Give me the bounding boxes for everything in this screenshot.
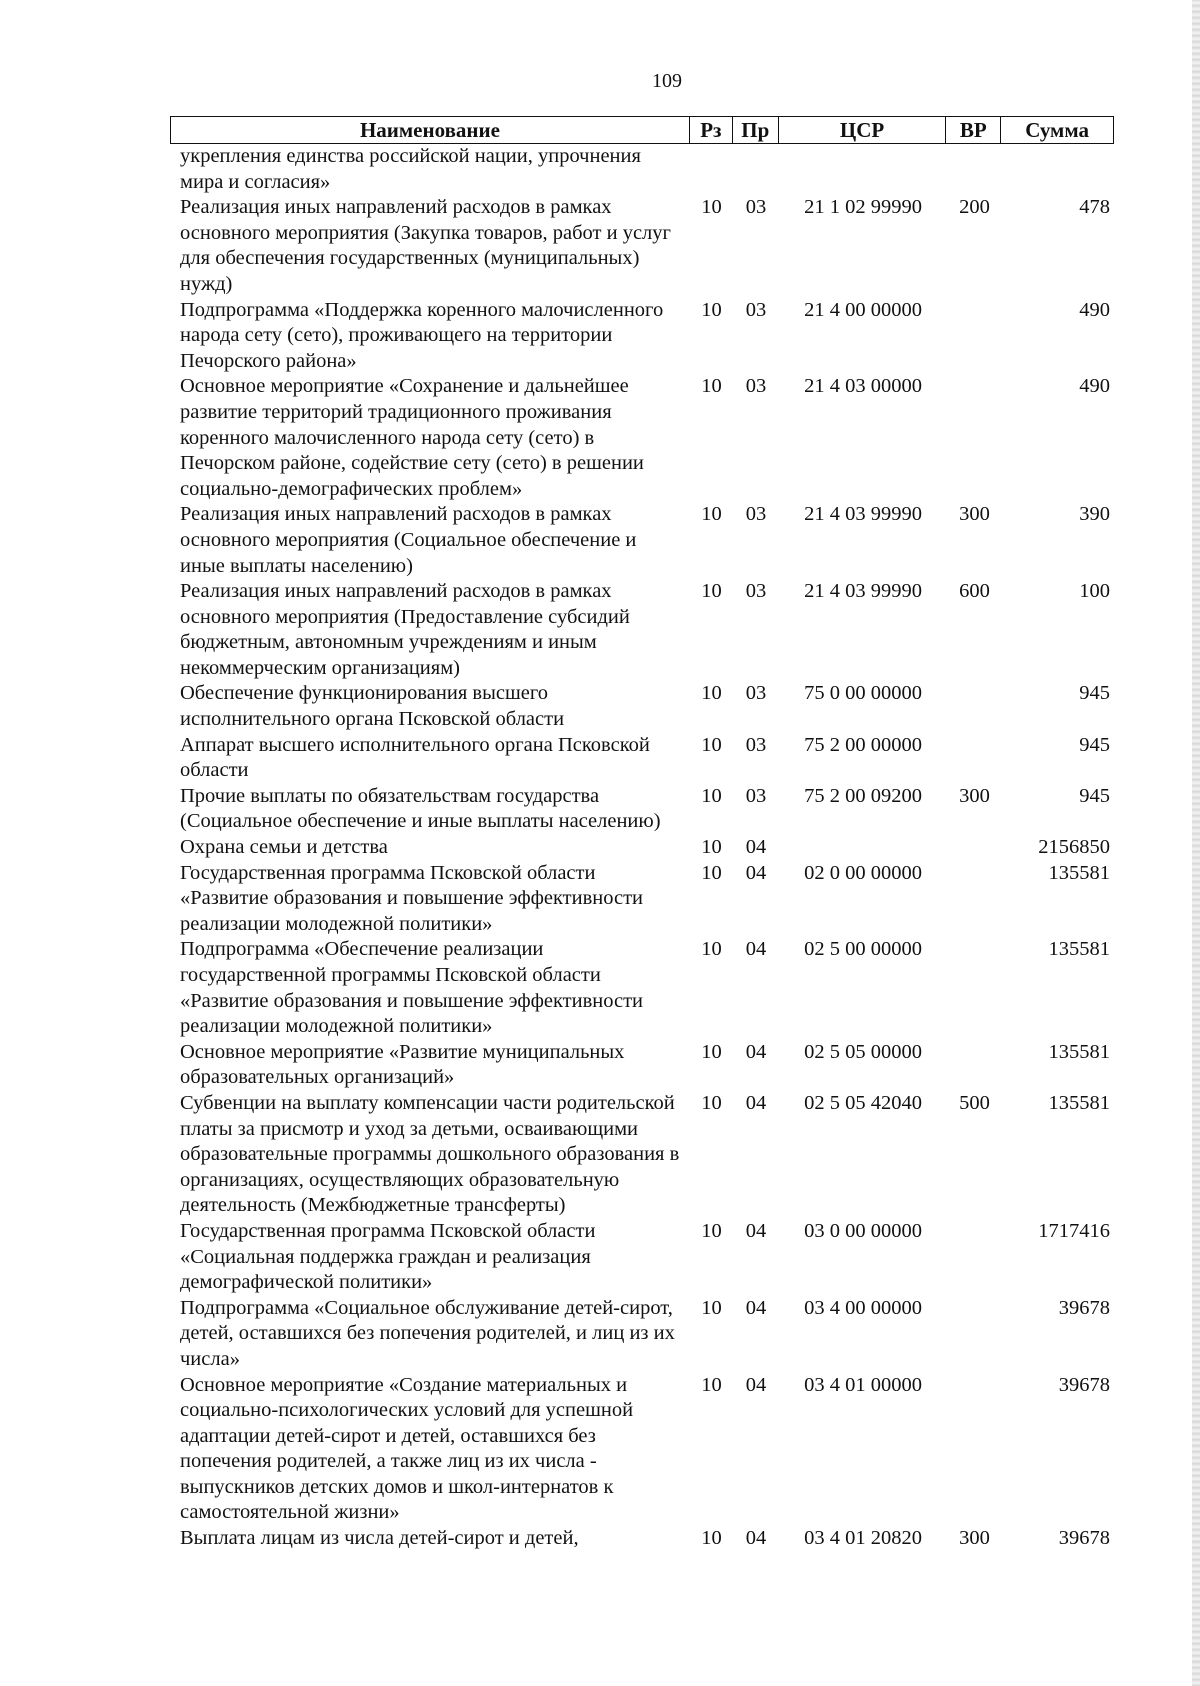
cell-pr: 03 [745, 298, 767, 321]
cell-sum: 390 [1079, 503, 1110, 526]
cell-rz: 10 [701, 861, 722, 884]
cell-csr: 03 0 00 00000 [804, 1219, 922, 1242]
cell-name: укрепления единства российской нации, упрочнения мира и согласия» [180, 145, 641, 193]
cell-pr: 04 [745, 1091, 767, 1114]
cell-rz: 10 [701, 733, 722, 756]
table-row [170, 1296, 1114, 1373]
cell-pr: 03 [745, 196, 767, 219]
cell-pr: 04 [745, 1040, 767, 1063]
cell-pr: 03 [745, 733, 767, 756]
table-row [170, 1373, 1114, 1527]
cell-pr: 04 [745, 1527, 767, 1550]
cell-name: Реализация иных направлений расходов в рамках основного мероприятия (Закупка товаров, работ и услуг для обеспечения государственных (муниципальных) нужд) [180, 196, 671, 295]
cell-rz: 10 [701, 1040, 722, 1063]
cell-rz: 10 [701, 1527, 722, 1550]
cell-pr: 04 [745, 1219, 767, 1242]
cell-name: Подпрограмма «Социальное обслуживание детей-сирот, детей, оставшихся без попечения родителей, и лиц из их числа» [180, 1296, 675, 1370]
cell-csr: 21 4 00 00000 [804, 298, 922, 321]
cell-sum: 490 [1079, 298, 1110, 321]
table-row [170, 784, 1114, 835]
cell-csr: 03 4 01 00000 [804, 1373, 922, 1396]
cell-pr: 03 [745, 503, 767, 526]
cell-csr: 02 5 05 00000 [804, 1040, 922, 1063]
table-header [170, 116, 1114, 144]
cell-csr: 21 1 02 99990 [804, 196, 922, 219]
cell-sum: 39678 [1058, 1296, 1110, 1319]
header-csr: ЦСР [779, 117, 947, 143]
cell-pr: 03 [745, 580, 767, 603]
cell-rz: 10 [701, 938, 722, 961]
cell-pr: 04 [745, 836, 767, 859]
page-number: 109 [652, 70, 682, 92]
cell-csr: 75 2 00 09200 [804, 784, 922, 807]
cell-rz: 10 [701, 1373, 722, 1396]
cell-rz: 10 [701, 580, 722, 603]
cell-sum: 135581 [1048, 861, 1110, 884]
cell-name: Охрана семьи и детства [180, 836, 388, 859]
table-row [170, 835, 1114, 861]
cell-sum: 100 [1079, 580, 1110, 603]
cell-name: Реализация иных направлений расходов в рамках основного мероприятия (Предоставление субсидий бюджетным, автономным учреждениям и иным некоммерческим организациям) [180, 580, 630, 679]
table-row [170, 681, 1114, 732]
cell-csr: 02 0 00 00000 [804, 861, 922, 884]
table-row [170, 195, 1114, 297]
table-row [170, 502, 1114, 579]
cell-vr: 200 [959, 196, 990, 219]
cell-sum: 478 [1079, 196, 1110, 219]
cell-name: Основное мероприятие «Сохранение и дальнейшее развитие территорий традиционного проживания коренного малочисленного народа сету (сето) в Печорском районе, содействие сету (сето) в решении социально-демографических проблем» [180, 375, 644, 500]
cell-rz: 10 [701, 375, 722, 398]
cell-rz: 10 [701, 1219, 722, 1242]
cell-sum: 135581 [1048, 1040, 1110, 1063]
cell-sum: 945 [1079, 784, 1110, 807]
cell-pr: 04 [745, 938, 767, 961]
cell-csr: 75 2 00 00000 [804, 733, 922, 756]
cell-vr: 600 [959, 580, 990, 603]
cell-pr: 04 [745, 1373, 767, 1396]
cell-sum: 490 [1079, 375, 1110, 398]
cell-csr: 03 4 01 20820 [804, 1527, 922, 1550]
cell-name: Субвенции на выплату компенсации части родительской платы за присмотр и уход за детьми, осваивающими образовательные программы дошкольного образования в организациях, осуществляющих образовательную деятельность (Межбюджетные трансферты) [180, 1091, 680, 1217]
cell-name: Государственная программа Псковской области «Развитие образования и повышение эффективности реализации молодежной политики» [180, 861, 644, 935]
cell-name: Реализация иных направлений расходов в рамках основного мероприятия (Социальное обеспечение и иные выплаты населению) [180, 503, 637, 577]
cell-vr: 300 [959, 784, 990, 807]
table-row [170, 144, 1114, 195]
cell-name: Подпрограмма «Обеспечение реализации государственной программы Псковской области «Развитие образования и повышение эффективности реализации молодежной политики» [180, 938, 644, 1038]
cell-name: Основное мероприятие «Развитие муниципальных образовательных организаций» [180, 1040, 625, 1089]
cell-name: Обеспечение функционирования высшего исполнительного органа Псковской области [180, 682, 565, 731]
cell-name: Основное мероприятие «Создание материальных и социально-психологических условий для успешной адаптации детей-сирот и детей, оставшихся без попечения родителей, а также лиц из их числа - выпускников детских домов и школ-интернатов к самостоятельной жизни» [180, 1373, 634, 1524]
cell-rz: 10 [701, 196, 722, 219]
cell-csr: 02 5 05 42040 [804, 1091, 922, 1114]
table-row [170, 1040, 1114, 1091]
cell-rz: 10 [701, 1296, 722, 1319]
cell-pr: 04 [745, 1296, 767, 1319]
header-name: Наименование [171, 117, 690, 143]
cell-sum: 945 [1079, 682, 1110, 705]
table-row [170, 937, 1114, 1039]
cell-sum: 39678 [1058, 1527, 1110, 1550]
cell-pr: 03 [745, 682, 767, 705]
header-vr: ВР [946, 117, 1001, 143]
cell-csr: 21 4 03 99990 [804, 580, 922, 603]
table-row [170, 861, 1114, 938]
table-row [170, 298, 1114, 375]
cell-name: Выплата лицам из числа детей-сирот и детей, [180, 1527, 579, 1550]
header-sum: Сумма [1025, 118, 1090, 142]
cell-sum: 945 [1079, 733, 1110, 756]
table-row [170, 1526, 1114, 1552]
cell-pr: 03 [745, 784, 767, 807]
cell-csr: 21 4 03 00000 [804, 375, 922, 398]
cell-sum: 135581 [1048, 938, 1110, 961]
cell-rz: 10 [701, 784, 722, 807]
table-row [170, 733, 1114, 784]
table-body [170, 144, 1114, 1552]
cell-vr: 300 [959, 1527, 990, 1550]
cell-vr: 300 [959, 503, 990, 526]
table-row [170, 1091, 1114, 1219]
cell-rz: 10 [701, 682, 722, 705]
budget-table [170, 116, 1114, 1552]
cell-vr: 500 [959, 1091, 990, 1114]
cell-sum: 135581 [1048, 1091, 1110, 1114]
table-row [170, 579, 1114, 681]
cell-name: Аппарат высшего исполнительного органа Псковской области [180, 733, 650, 782]
cell-sum: 2156850 [1038, 836, 1110, 859]
header-pr: Пр [733, 117, 779, 143]
cell-csr: 02 5 00 00000 [804, 938, 922, 961]
cell-rz: 10 [701, 1091, 722, 1114]
cell-csr: 03 4 00 00000 [804, 1296, 922, 1319]
cell-sum: 39678 [1058, 1373, 1110, 1396]
cell-rz: 10 [701, 503, 722, 526]
cell-csr: 21 4 03 99990 [804, 503, 922, 526]
cell-sum: 1717416 [1038, 1219, 1110, 1242]
cell-pr: 04 [745, 861, 767, 884]
cell-pr: 03 [745, 375, 767, 398]
cell-rz: 10 [701, 836, 722, 859]
cell-name: Подпрограмма «Поддержка коренного малочисленного народа сету (сето), проживающего на территории Печорского района» [180, 298, 664, 372]
scan-edge [1192, 0, 1200, 1686]
cell-rz: 10 [701, 298, 722, 321]
header-rz: Рз [690, 117, 733, 143]
table-row [170, 1219, 1114, 1296]
cell-name: Прочие выплаты по обязательствам государства (Социальное обеспечение и иные выплаты населению) [180, 784, 661, 833]
cell-csr: 75 0 00 00000 [804, 682, 922, 705]
cell-name: Государственная программа Псковской области «Социальная поддержка граждан и реализация демографической политики» [180, 1219, 596, 1294]
table-row [170, 374, 1114, 502]
